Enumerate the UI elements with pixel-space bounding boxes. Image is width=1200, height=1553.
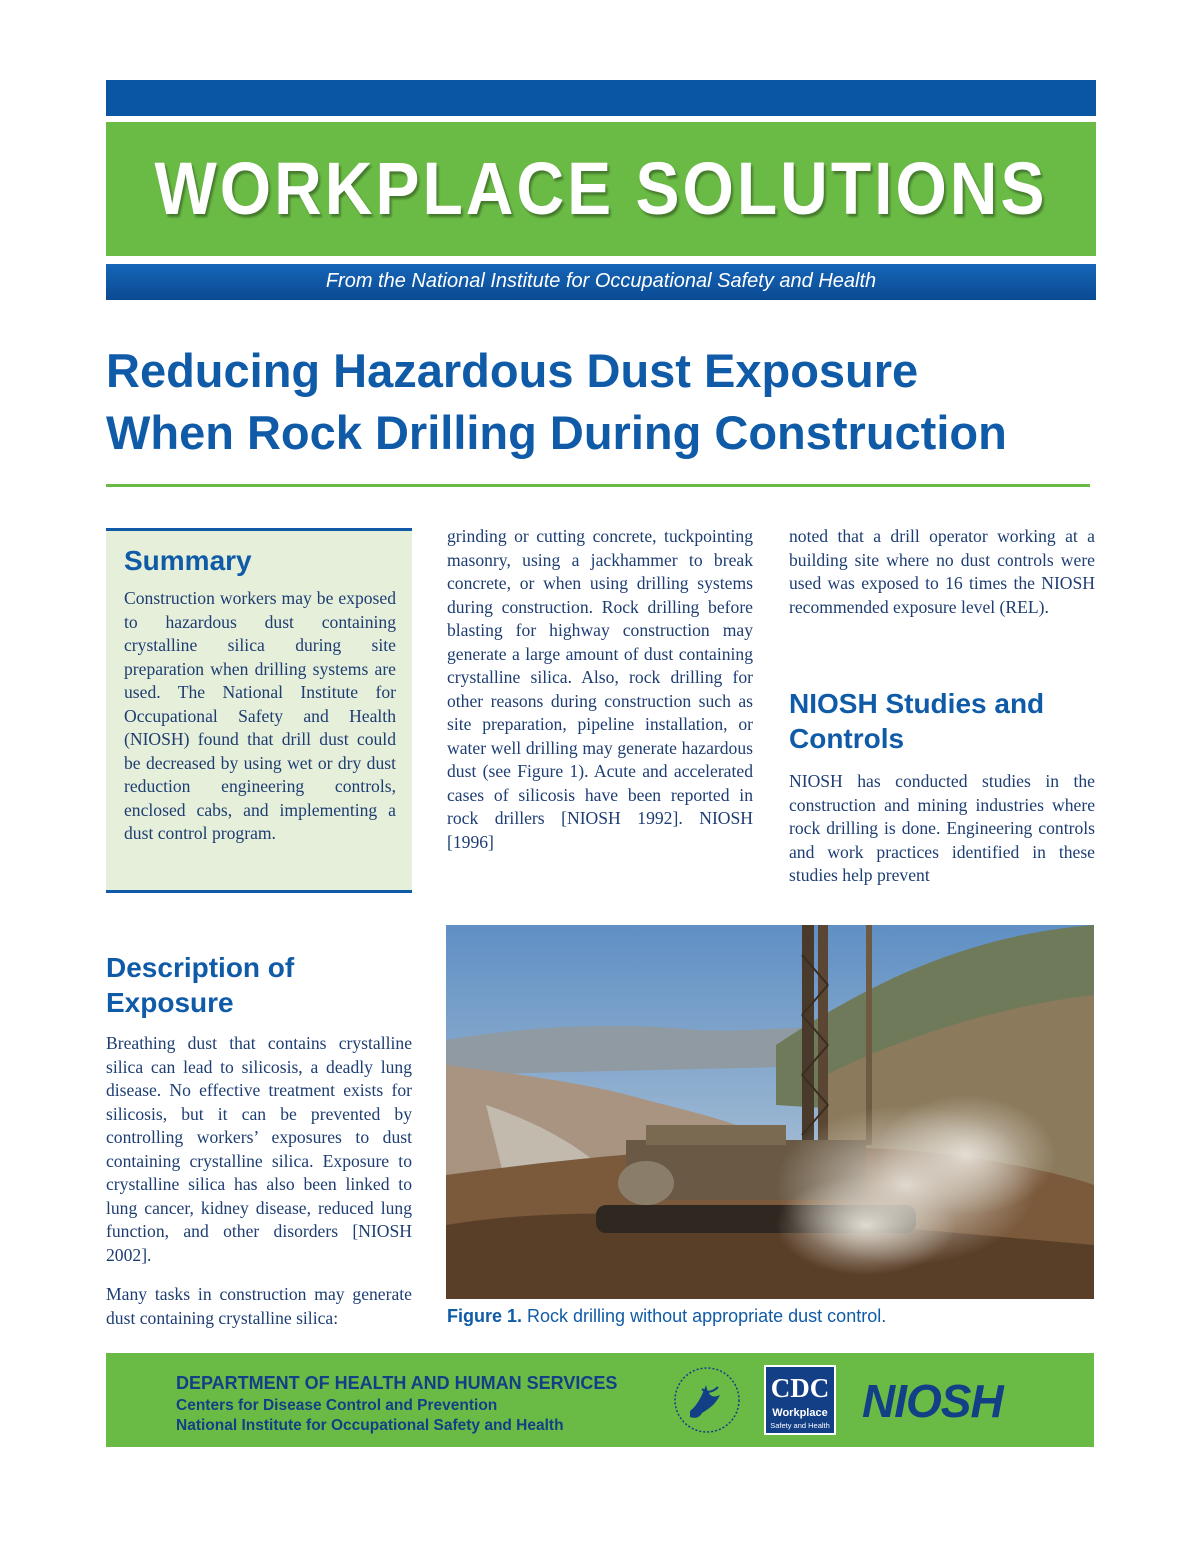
rock-drilling-photo [446, 925, 1094, 1299]
footer-department: DEPARTMENT OF HEALTH AND HUMAN SERVICES [176, 1373, 618, 1393]
description-paragraph-1: Breathing dust that contains crystalline silica can lead to silicosis, a deadly lung disease. No effective treatment exists for silicosis, but it can be prevented by controlling workers’ exposures to dust containing crystalline silica. Exposure to crystalline silica has also been linked to lung cancer, kidney disease, reduced lung function, and other disorders [NIOSH 2002]. [106, 1033, 412, 1265]
page-title-line-1: Reducing Hazardous Dust Exposure [106, 344, 919, 397]
banner [106, 122, 1096, 256]
niosh-heading-line-2: Controls [789, 723, 905, 754]
niosh-studies-text: NIOSH has conducted studies in the construction and mining industries where rock drilling is done. Engineering controls and work practices identified in these studies help prevent [789, 771, 1095, 885]
headline-divider [106, 484, 1090, 487]
summary-box [106, 528, 412, 893]
banner-subtitle-bar [106, 264, 1096, 300]
banner-title: WORKPLACE SOLUTIONS [154, 146, 1048, 230]
footer-niosh-name: National Institute for Occupational Safety and Health [176, 1417, 564, 1434]
niosh-logo [858, 1375, 1048, 1425]
summary-heading: Summary [124, 545, 252, 576]
figure-label: Figure 1. [447, 1306, 523, 1326]
cdc-logo-workplace: Workplace [772, 1407, 828, 1419]
description-paragraph-2: Many tasks in construction may generate dust containing crystalline silica: [106, 1284, 412, 1328]
hhs-seal-icon [672, 1365, 742, 1435]
photo-illustration [446, 925, 1094, 1299]
column-2-text: grinding or cutting concrete, tuckpointing masonry, using a jackhammer to break concrete, or when using drilling systems during construction. Rock drilling before blasting for highway construction may generate a large amount of dust containing crystalline silica. Also, rock drilling for other reasons during construction such as site preparation, pipeline installation, or water well drilling may generate hazardous dust (see Figure 1). Acute and accelerated cases of silicosis have been reported in rock drillers [NIOSH 1992]. NIOSH [1996] [447, 526, 753, 852]
cdc-logo [764, 1365, 836, 1435]
summary-text: Construction workers may be exposed to hazardous dust containing crystalline silica during site preparation when drilling systems are used. The National Institute for Occupational Safety and Health (NIOSH) found that drill dust could be decreased by using wet or dry dust reduction engineering controls, enclosed cabs, and implementing a dust control program. [124, 588, 396, 843]
figure-caption [447, 1306, 1097, 1327]
footer-cdc-name: Centers for Disease Control and Prevention [176, 1397, 498, 1414]
cdc-logo-safety: Safety and Health [770, 1421, 830, 1430]
banner-subtitle: From the National Institute for Occupational Safety and Health [325, 270, 877, 292]
figure-caption-text: Rock drilling without appropriate dust control. [527, 1306, 887, 1326]
description-heading [106, 950, 412, 1020]
footer [106, 1353, 1094, 1447]
niosh-heading-line-1: NIOSH Studies and [789, 688, 1045, 719]
page-title [106, 340, 1106, 464]
cdc-logo-text: CDC [770, 1373, 830, 1403]
description-heading-line-2: Exposure [106, 987, 234, 1018]
niosh-logo-text: NIOSH [862, 1375, 1003, 1425]
column-3-text: noted that a drill operator working at a building site where no dust controls were used was exposed to 16 times the NIOSH recommended exposure level (REL). [789, 526, 1095, 617]
niosh-studies-heading [789, 686, 1095, 756]
description-heading-line-1: Description of [106, 952, 295, 983]
top-blue-bar [106, 80, 1096, 116]
page-title-line-2: When Rock Drilling During Construction [106, 406, 1007, 459]
